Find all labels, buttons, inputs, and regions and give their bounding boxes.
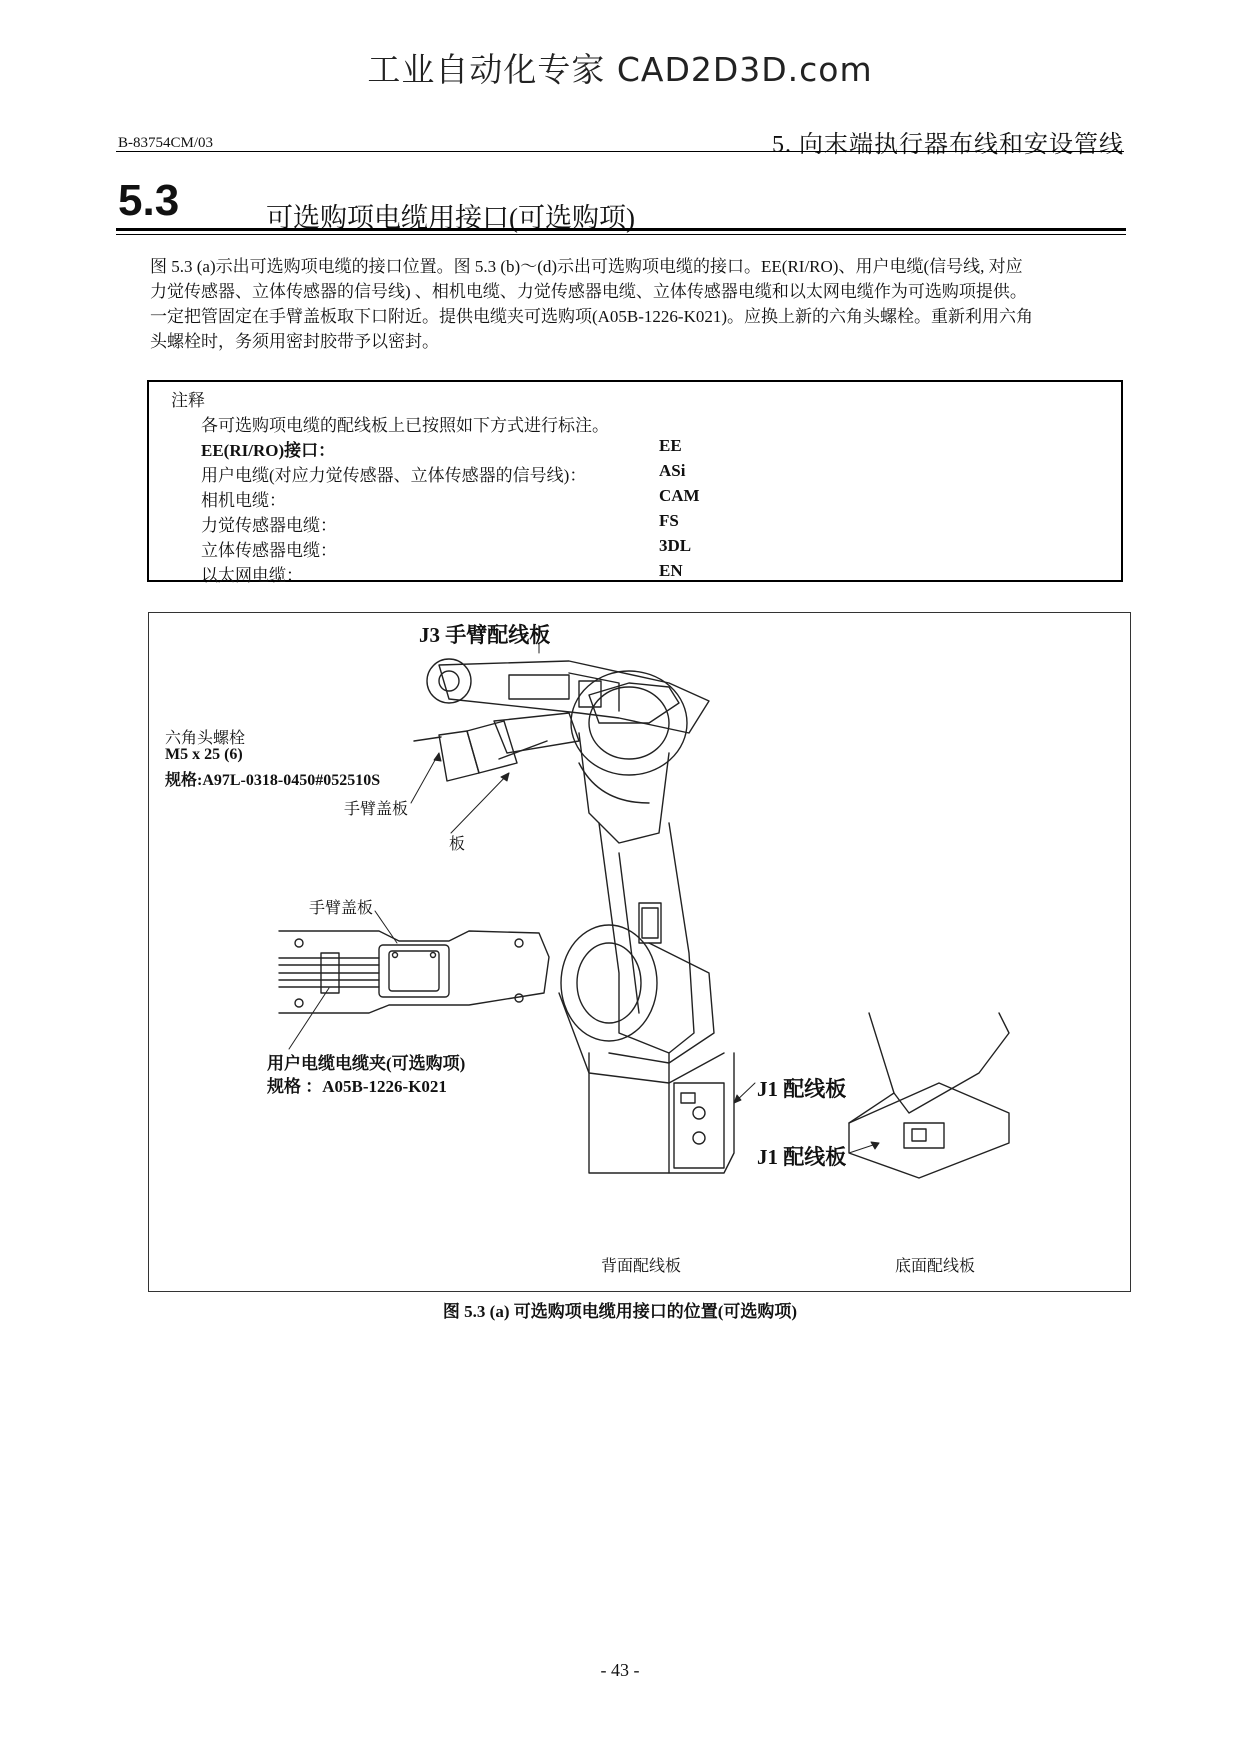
section-rule-thin	[116, 234, 1126, 235]
arm-cover-label-2: 手臂盖板	[309, 900, 374, 917]
arm-cover-label: 手臂盖板	[344, 801, 409, 818]
shoulder-joint	[559, 925, 724, 1083]
note-row-label: 用户电缆(对应力觉传感器、立体传感器的信号线)：	[201, 466, 587, 485]
note-row-label: 相机电缆：	[201, 491, 286, 510]
body-paragraph	[150, 254, 1126, 354]
hex-bolt-label: 六角头螺栓	[165, 730, 246, 747]
header-rule	[116, 151, 1124, 152]
note-row-code: ASi	[659, 461, 686, 480]
bottom-panel-label: 底面配线板	[895, 1258, 976, 1275]
plate-label: 板	[449, 836, 466, 853]
robot-drawing	[149, 613, 1130, 1291]
note-box	[147, 380, 1123, 585]
inset-top-view	[279, 931, 549, 1013]
j1-panel-label-back: J1 配线板	[757, 1077, 847, 1101]
section-rule-thick	[116, 228, 1126, 231]
note-row-label: 立体传感器电缆：	[201, 541, 337, 560]
section-number: 5.3	[118, 176, 180, 225]
cable-clamp-label: 用户电缆电缆夹(可选购项)	[267, 1054, 466, 1073]
robot-base	[589, 1053, 734, 1173]
note-heading: 注释	[171, 391, 205, 410]
note-row-label: EE(RI/RO)接口：	[201, 441, 336, 460]
j3-panel-label: J3 手臂配线板	[419, 623, 551, 647]
section-title: 可选购项电缆用接口(可选购项)	[266, 203, 635, 233]
paragraph-line: 头螺栓时，务须用密封胶带予以密封。	[150, 332, 439, 351]
bottom-view	[849, 1013, 1009, 1178]
upper-arm	[427, 659, 709, 733]
note-row-label: 力觉传感器电缆：	[201, 516, 337, 535]
document-code: B-83754CM/03	[118, 135, 214, 151]
page-number: - 43 -	[600, 1660, 640, 1680]
note-row-code: FS	[659, 511, 679, 530]
note-row-code: EN	[659, 561, 683, 580]
paragraph-line: 图 5.3 (a)示出可选购项电缆的接口位置。图 5.3 (b)～(d)示出可选购项电缆的接口。EE(RI/RO)、用户电缆(信号线, 对应	[150, 257, 1023, 276]
figure-caption: 图 5.3 (a) 可选购项电缆用接口的位置(可选购项)	[442, 1302, 798, 1321]
watermark: 工业自动化专家 CAD2D3D.com	[367, 50, 873, 89]
paragraph-line: 力觉传感器、立体传感器的信号线) 、相机电缆、力觉传感器电缆、立体传感器电缆和以太网电缆作为可选购项提供。	[150, 282, 1027, 301]
chapter-title: 5. 向末端执行器布线和安设管线	[772, 132, 1124, 158]
back-panel-label: 背面配线板	[601, 1258, 682, 1275]
clamp-spec-label: 规格 ：A05B-1226-K021	[267, 1077, 447, 1096]
figure-frame	[148, 612, 1131, 1292]
paragraph-line: 一定把管固定在手臂盖板取下口附近。提供电缆夹可选购项(A05B-1226-K021)。应换上新的六角头螺栓。重新利用六角	[150, 307, 1034, 326]
note-row-label: 以太网电缆：	[201, 566, 303, 585]
j1-panel-label-bottom: J1 配线板	[757, 1145, 847, 1169]
arm-cover-parts	[414, 713, 579, 781]
note-row-code: 3DL	[659, 536, 692, 555]
note-intro: 各可选购项电缆的配线板上已按照如下方式进行标注。	[201, 416, 609, 435]
note-row-code: EE	[659, 436, 682, 455]
elbow-joint	[571, 671, 687, 843]
bolt-size-label: M5 x 25 (6)	[165, 746, 243, 763]
bolt-spec-label: 规格:A97L-0318-0450#052510S	[165, 772, 381, 789]
note-row-code: CAM	[659, 486, 700, 505]
